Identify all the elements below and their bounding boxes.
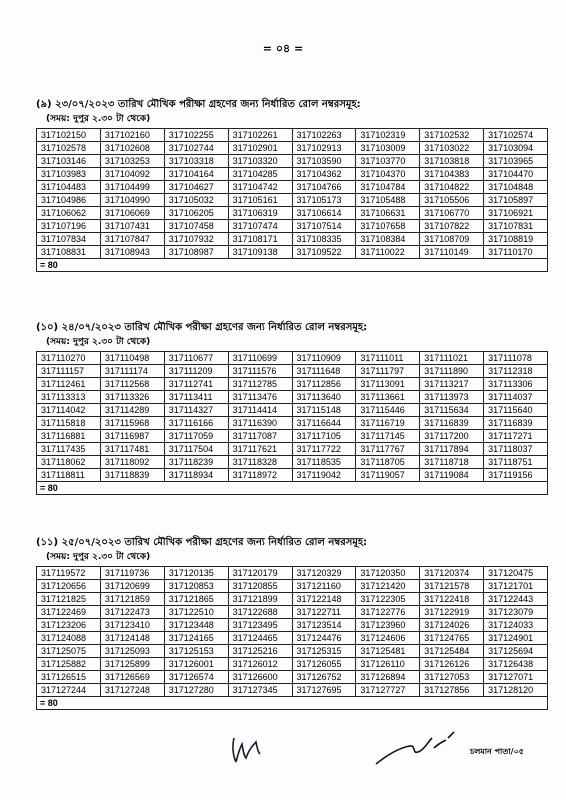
roll-number-cell: 317120699 [100,580,164,593]
roll-table [36,351,548,495]
section-9 [36,98,548,272]
roll-number-cell: 317126894 [356,671,420,684]
roll-number-cell: 317125481 [356,645,420,658]
roll-number-cell: 317118972 [228,469,292,482]
roll-number-cell: 317114289 [100,404,164,417]
table-row [37,233,548,246]
roll-number-cell: 317110170 [484,246,548,259]
roll-number-cell: 317124901 [484,632,548,645]
roll-number-cell: 317104285 [228,168,292,181]
roll-number-cell: 317113476 [228,391,292,404]
roll-number-cell: 317106614 [292,207,356,220]
roll-number-cell: 317126001 [164,658,228,671]
roll-number-cell: 317124165 [164,632,228,645]
roll-number-cell: 317102608 [100,142,164,155]
roll-number-cell: 317119572 [37,567,101,580]
roll-number-cell: 317107514 [292,220,356,233]
roll-number-cell: 317115640 [484,404,548,417]
roll-number-cell: 317103318 [164,155,228,168]
roll-number-cell: 317107458 [164,220,228,233]
roll-number-cell: 317112741 [164,378,228,391]
page-number: = ০৪ = [262,42,304,55]
section-title: (৯) ২৩/০৭/২০২৩ তারিখ মৌখিক পরীক্ষা গ্রহণের জন্য নির্ধারিত রোল নম্বরসমূহ: [36,99,361,110]
roll-number-cell: 317120475 [484,567,548,580]
roll-number-cell: 317116987 [100,430,164,443]
roll-number-cell: 317121899 [228,593,292,606]
total-row [37,482,548,495]
roll-number-cell: 317126055 [292,658,356,671]
roll-number-cell: 317111209 [164,365,228,378]
roll-number-cell: 317117504 [164,443,228,456]
roll-number-cell: 317107658 [356,220,420,233]
table-row [37,181,548,194]
roll-number-cell: 317103818 [420,155,484,168]
roll-number-cell: 317106921 [484,207,548,220]
roll-number-cell: 317115968 [100,417,164,430]
roll-number-cell: 317104627 [164,181,228,194]
roll-number-cell: 317111797 [356,365,420,378]
roll-number-cell: 317105161 [228,194,292,207]
roll-number-cell: 317118062 [37,456,101,469]
table-row [37,469,548,482]
roll-number-cell: 317126574 [164,671,228,684]
section-title: (১১) ২৫/০৭/২০২৩ তারিখ মৌখিক পরীক্ষা গ্রহণের জন্য নির্ধারিত রোল নম্বরসমূহ: [36,537,368,548]
roll-number-cell: 317104370 [356,168,420,181]
roll-number-cell: 317111890 [420,365,484,378]
roll-number-cell: 317115634 [420,404,484,417]
roll-number-cell: 317106069 [100,207,164,220]
roll-number-cell: 317122688 [228,606,292,619]
roll-number-cell: 317112318 [484,365,548,378]
table-row [37,220,548,233]
roll-number-cell: 317127280 [164,684,228,697]
roll-number-cell: 317104383 [420,168,484,181]
roll-number-cell: 317114042 [37,404,101,417]
roll-number-cell: 317124606 [356,632,420,645]
roll-number-cell: 317118839 [100,469,164,482]
roll-number-cell: 317102263 [292,129,356,142]
table-row [37,606,548,619]
table-row [37,430,548,443]
roll-number-cell: 317124465 [228,632,292,645]
roll-number-cell: 317104986 [37,194,101,207]
roll-number-cell: 317125882 [37,658,101,671]
roll-number-cell: 317107847 [100,233,164,246]
roll-number-cell: 317118934 [164,469,228,482]
roll-number-cell: 317107196 [37,220,101,233]
roll-number-cell: 317126126 [420,658,484,671]
roll-number-cell: 317127727 [356,684,420,697]
roll-number-cell: 317108987 [164,246,228,259]
section-time: (সময়: দুপুর ২.৩০ টা থেকে) [46,552,151,562]
roll-number-cell: 317113313 [37,391,101,404]
roll-number-cell: 317116390 [228,417,292,430]
roll-number-cell: 317123514 [292,619,356,632]
roll-number-cell: 317104784 [356,181,420,194]
roll-number-cell: 317126752 [292,671,356,684]
roll-number-cell: 317118037 [484,443,548,456]
roll-number-cell: 317121859 [100,593,164,606]
table-row [37,417,548,430]
roll-number-cell: 317105488 [356,194,420,207]
roll-number-cell: 317114414 [228,404,292,417]
table-row [37,671,548,684]
roll-number-cell: 317117621 [228,443,292,456]
table-row [37,168,548,181]
roll-number-cell: 317114037 [484,391,548,404]
roll-number-cell: 317123495 [228,619,292,632]
roll-number-cell: 317102913 [292,142,356,155]
section-10 [36,321,548,495]
roll-number-cell: 317126515 [37,671,101,684]
roll-number-cell: 317123448 [164,619,228,632]
roll-number-cell: 317108831 [37,246,101,259]
roll-number-cell: 317102532 [420,129,484,142]
roll-number-cell: 317120656 [37,580,101,593]
roll-number-cell: 317112785 [228,378,292,391]
roll-number-cell: 317125153 [164,645,228,658]
roll-number-cell: 317113411 [164,391,228,404]
roll-number-cell: 317107834 [37,233,101,246]
roll-table [36,128,548,272]
roll-number-cell: 317113326 [100,391,164,404]
roll-number-cell: 317108943 [100,246,164,259]
roll-number-cell: 317111011 [356,352,420,365]
roll-number-cell: 317116839 [484,417,548,430]
roll-number-cell: 317124026 [420,619,484,632]
roll-number-cell: 317118811 [37,469,101,482]
table-row [37,207,548,220]
roll-number-cell: 317109138 [228,246,292,259]
total-row [37,259,548,272]
roll-number-cell: 317117894 [420,443,484,456]
roll-number-cell: 317111157 [37,365,101,378]
roll-number-cell: 317121160 [292,580,356,593]
roll-number-cell: 317110022 [356,246,420,259]
roll-number-cell: 317113973 [420,391,484,404]
roll-number-cell: 317108384 [356,233,420,246]
roll-number-cell: 317127053 [420,671,484,684]
roll-number-cell: 317117271 [484,430,548,443]
roll-number-cell: 317107932 [164,233,228,246]
roll-number-cell: 317104483 [37,181,101,194]
roll-number-cell: 317103253 [100,155,164,168]
roll-number-cell: 317127071 [484,671,548,684]
roll-number-cell: 317120179 [228,567,292,580]
roll-number-cell: 317124765 [420,632,484,645]
roll-number-cell: 317125093 [100,645,164,658]
roll-number-cell: 317122473 [100,606,164,619]
roll-number-cell: 317119042 [292,469,356,482]
roll-number-cell: 317106205 [164,207,228,220]
roll-number-cell: 317127244 [37,684,101,697]
roll-number-cell: 317118751 [484,456,548,469]
roll-number-cell: 317103022 [420,142,484,155]
table-row [37,404,548,417]
roll-table [36,566,548,710]
roll-number-cell: 317116644 [292,417,356,430]
roll-number-cell: 317113091 [356,378,420,391]
roll-number-cell: 317108819 [484,233,548,246]
roll-number-cell: 317111648 [292,365,356,378]
roll-number-cell: 317104766 [292,181,356,194]
initial-signature [228,732,264,766]
roll-number-cell: 317122510 [164,606,228,619]
roll-number-cell: 317111174 [100,365,164,378]
roll-number-cell: 317121865 [164,593,228,606]
roll-number-cell: 317121578 [420,580,484,593]
roll-number-cell: 317126569 [100,671,164,684]
table-row [37,352,548,365]
roll-number-cell: 317107474 [228,220,292,233]
officer-signature [372,726,462,770]
roll-number-cell: 317121825 [37,593,101,606]
table-row [37,443,548,456]
roll-number-cell: 317126600 [228,671,292,684]
roll-number-cell: 317102578 [37,142,101,155]
roll-number-cell: 317105173 [292,194,356,207]
roll-number-cell: 317117767 [356,443,420,456]
roll-number-cell: 317112568 [100,378,164,391]
roll-number-cell: 317119156 [484,469,548,482]
roll-number-cell: 317116881 [37,430,101,443]
roll-number-cell: 317104848 [484,181,548,194]
roll-number-cell: 317127345 [228,684,292,697]
roll-number-cell: 317120855 [228,580,292,593]
total-count: = 80 [37,259,548,272]
roll-number-cell: 317119057 [356,469,420,482]
roll-number-cell: 317110699 [228,352,292,365]
roll-number-cell: 317103965 [484,155,548,168]
table-row [37,619,548,632]
roll-number-cell: 317118718 [420,456,484,469]
roll-number-cell: 317102319 [356,129,420,142]
roll-number-cell: 317103770 [356,155,420,168]
roll-number-cell: 317111021 [420,352,484,365]
roll-number-cell: 317116839 [420,417,484,430]
roll-number-cell: 317106319 [228,207,292,220]
roll-number-cell: 317124088 [37,632,101,645]
roll-number-cell: 317115446 [356,404,420,417]
roll-number-cell: 317126438 [484,658,548,671]
roll-number-cell: 317105506 [420,194,484,207]
roll-number-cell: 317118535 [292,456,356,469]
roll-number-cell: 317102574 [484,129,548,142]
roll-number-cell: 317102160 [100,129,164,142]
roll-number-cell: 317107831 [484,220,548,233]
roll-number-cell: 317111576 [228,365,292,378]
roll-number-cell: 317118239 [164,456,228,469]
roll-number-cell: 317122305 [356,593,420,606]
roll-number-cell: 317107431 [100,220,164,233]
roll-number-cell: 317102744 [164,142,228,155]
roll-number-cell: 317117105 [292,430,356,443]
roll-number-cell: 317117059 [164,430,228,443]
roll-number-cell: 317121420 [356,580,420,593]
roll-number-cell: 317119084 [420,469,484,482]
roll-number-cell: 317117145 [356,430,420,443]
roll-number-cell: 317122469 [37,606,101,619]
roll-number-cell: 317111078 [484,352,548,365]
roll-number-cell: 317104362 [292,168,356,181]
roll-number-cell: 317102150 [37,129,101,142]
table-row [37,580,548,593]
roll-number-cell: 317125899 [100,658,164,671]
roll-number-cell: 317125075 [37,645,101,658]
roll-number-cell: 317110270 [37,352,101,365]
roll-number-cell: 317126012 [228,658,292,671]
roll-number-cell: 317116719 [356,417,420,430]
roll-number-cell: 317104092 [100,168,164,181]
roll-number-cell: 317105032 [164,194,228,207]
roll-number-cell: 317127248 [100,684,164,697]
roll-number-cell: 317112461 [37,378,101,391]
roll-number-cell: 317122443 [484,593,548,606]
roll-number-cell: 317120135 [164,567,228,580]
roll-number-cell: 317124148 [100,632,164,645]
table-row [37,567,548,580]
table-row [37,194,548,207]
roll-number-cell: 317108171 [228,233,292,246]
roll-number-cell: 317127856 [420,684,484,697]
roll-number-cell: 317104470 [484,168,548,181]
roll-number-cell: 317123410 [100,619,164,632]
table-row [37,142,548,155]
roll-number-cell: 317104499 [100,181,164,194]
roll-number-cell: 317114327 [164,404,228,417]
roll-number-cell: 317122711 [292,606,356,619]
roll-number-cell: 317102255 [164,129,228,142]
roll-number-cell: 317117481 [100,443,164,456]
table-row [37,246,548,259]
table-row [37,129,548,142]
roll-number-cell: 317117435 [37,443,101,456]
roll-number-cell: 317115818 [37,417,101,430]
roll-number-cell: 317120350 [356,567,420,580]
table-row [37,684,548,697]
roll-number-cell: 317102261 [228,129,292,142]
roll-number-cell: 317112856 [292,378,356,391]
table-row [37,593,548,606]
roll-number-cell: 317103590 [292,155,356,168]
roll-number-cell: 317108335 [292,233,356,246]
roll-number-cell: 317110149 [420,246,484,259]
roll-number-cell: 317117087 [228,430,292,443]
roll-number-cell: 317106062 [37,207,101,220]
roll-number-cell: 317122148 [292,593,356,606]
roll-number-cell: 317113661 [356,391,420,404]
section-time: (সময়: দুপুর ২.৩০ টা থেকে) [46,337,151,347]
roll-number-cell: 317105897 [484,194,548,207]
roll-number-cell: 317122919 [420,606,484,619]
roll-number-cell: 317125315 [292,645,356,658]
roll-number-cell: 317106770 [420,207,484,220]
section-time: (সময়: দুপুর ২.৩০ টা থেকে) [46,114,151,124]
roll-number-cell: 317113306 [484,378,548,391]
table-row [37,645,548,658]
total-count: = 80 [37,482,548,495]
roll-number-cell: 317103094 [484,142,548,155]
roll-number-cell: 317118328 [228,456,292,469]
roll-number-cell: 317104990 [100,194,164,207]
section-title: (১০) ২৪/০৭/২০২৩ তারিখ মৌখিক পরীক্ষা গ্রহণের জন্য নির্ধারিত রোল নম্বরসমূহ: [36,322,368,333]
table-row [37,632,548,645]
roll-number-cell: 317123206 [37,619,101,632]
roll-number-cell: 317107822 [420,220,484,233]
roll-number-cell: 317110498 [100,352,164,365]
roll-number-cell: 317110909 [292,352,356,365]
roll-number-cell: 317128120 [484,684,548,697]
table-row [37,378,548,391]
roll-number-cell: 317113217 [420,378,484,391]
roll-number-cell: 317116166 [164,417,228,430]
roll-number-cell: 317110677 [164,352,228,365]
roll-number-cell: 317126110 [356,658,420,671]
roll-number-cell: 317102901 [228,142,292,155]
roll-number-cell: 317103009 [356,142,420,155]
total-count: = 80 [37,697,548,710]
roll-number-cell: 317103983 [37,168,101,181]
roll-number-cell: 317113640 [292,391,356,404]
roll-number-cell: 317104164 [164,168,228,181]
roll-number-cell: 317108709 [420,233,484,246]
roll-number-cell: 317115148 [292,404,356,417]
roll-number-cell: 317125484 [420,645,484,658]
roll-number-cell: 317104822 [420,181,484,194]
roll-number-cell: 317122418 [420,593,484,606]
roll-number-cell: 317124033 [484,619,548,632]
roll-number-cell: 317103320 [228,155,292,168]
roll-number-cell: 317117722 [292,443,356,456]
section-11 [36,536,548,710]
table-row [37,365,548,378]
table-row [37,391,548,404]
roll-number-cell: 317106631 [356,207,420,220]
table-row [37,658,548,671]
roll-number-cell: 317127695 [292,684,356,697]
roll-number-cell: 317120853 [164,580,228,593]
continued-page-note: চলমান পাতা/০৫ [470,747,524,756]
roll-number-cell: 317103146 [37,155,101,168]
roll-number-cell: 317122776 [356,606,420,619]
roll-number-cell: 317104742 [228,181,292,194]
roll-number-cell: 317125216 [228,645,292,658]
roll-number-cell: 317118705 [356,456,420,469]
roll-number-cell: 317121701 [484,580,548,593]
roll-number-cell: 317109522 [292,246,356,259]
roll-number-cell: 317124476 [292,632,356,645]
table-row [37,456,548,469]
roll-number-cell: 317118092 [100,456,164,469]
roll-number-cell: 317123079 [484,606,548,619]
roll-number-cell: 317125694 [484,645,548,658]
roll-number-cell: 317120329 [292,567,356,580]
total-row [37,697,548,710]
roll-number-cell: 317119736 [100,567,164,580]
table-row [37,155,548,168]
roll-number-cell: 317123960 [356,619,420,632]
roll-number-cell: 317120374 [420,567,484,580]
roll-number-cell: 317117200 [420,430,484,443]
